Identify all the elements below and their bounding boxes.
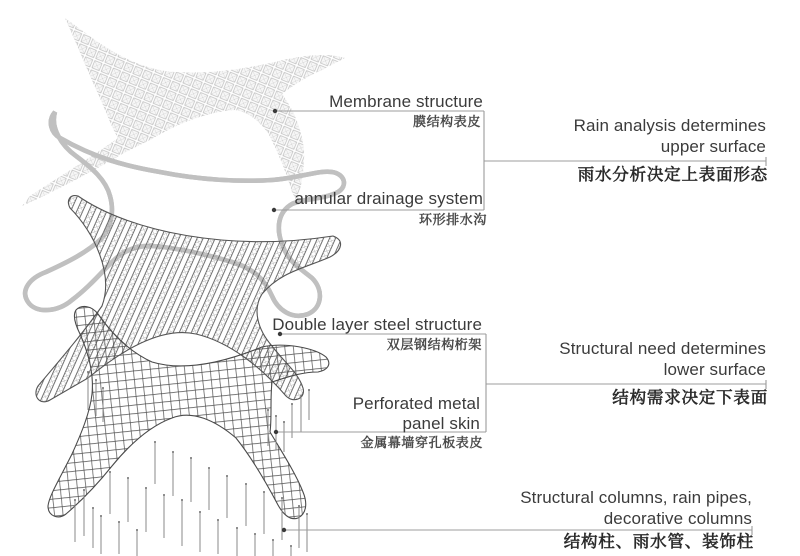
perforated-panel-label-line1: Perforated metal	[352, 394, 480, 413]
perforated-metal-panel-drawing	[48, 307, 329, 519]
double-layer-steel-label-zh: 双层钢结构桁架	[386, 337, 482, 352]
rain-analysis-annotation-zh: 雨水分析决定上表面形态	[577, 166, 768, 184]
structural-need-annotation	[559, 338, 766, 380]
rain-analysis-annotation-line1: Rain analysis determines	[573, 116, 766, 135]
structural-need-annotation-zh: 结构需求决定下表面	[612, 389, 768, 407]
perforated-panel-label-zh: 金属幕墙穿孔板表皮	[360, 435, 483, 450]
membrane-structure-label-zh: 膜结构表皮	[412, 114, 481, 129]
rain-analysis-annotation-line2: upper surface	[660, 137, 766, 156]
annular-drainage-label: annular drainage system	[294, 189, 483, 208]
structural-need-annotation-line2: lower surface	[663, 360, 766, 379]
annular-drainage-label-zh: 环形排水沟	[418, 212, 487, 227]
structural-need-annotation-line1: Structural need determines	[559, 339, 766, 358]
leader-dot	[272, 208, 276, 212]
structural-columns-annotation-line2: decorative columns	[603, 509, 752, 528]
leader-dot	[273, 109, 277, 113]
structural-columns-annotation-zh: 结构柱、雨水管、装饰柱	[563, 533, 754, 551]
structural-columns-annotation-line1: Structural columns, rain pipes,	[520, 488, 752, 507]
leader-dot	[282, 528, 286, 532]
structural-columns-annotation	[520, 487, 752, 529]
double-layer-steel-label: Double layer steel structure	[272, 315, 482, 334]
leader-dot	[274, 430, 278, 434]
perforated-panel-label	[353, 394, 480, 434]
membrane-structure-label: Membrane structure	[329, 92, 483, 111]
perforated-panel-label-line2: panel skin	[402, 414, 480, 433]
rain-analysis-annotation	[574, 115, 766, 157]
